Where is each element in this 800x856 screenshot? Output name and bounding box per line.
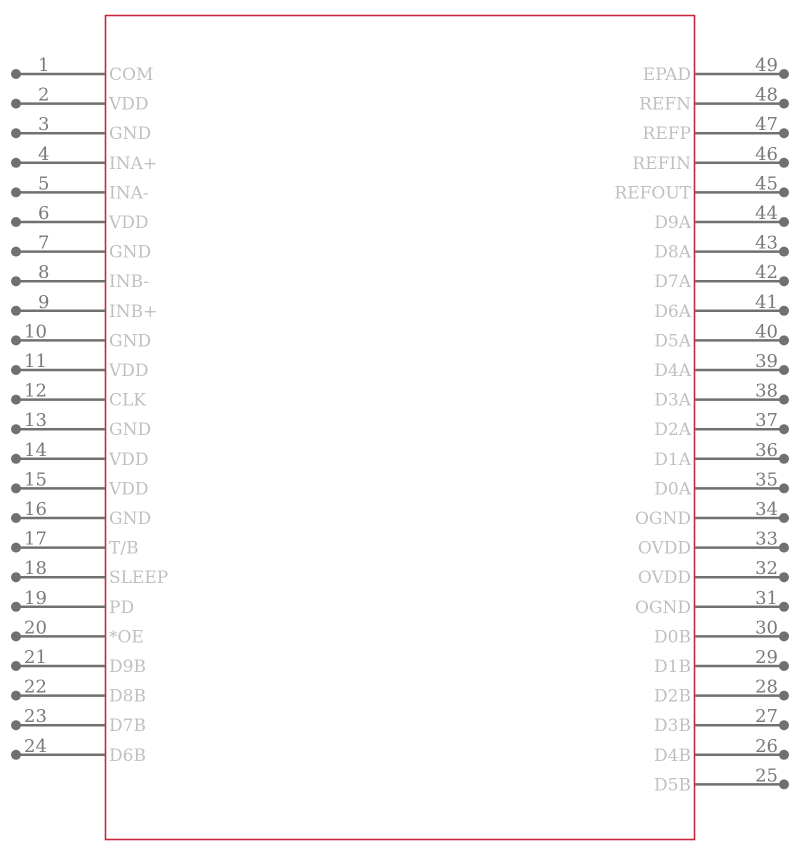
pin-46 — [632, 144, 789, 174]
pin-number: 19 — [24, 587, 47, 609]
pin-41 — [654, 292, 789, 322]
left-pin-group — [11, 55, 168, 766]
pin-name: D3B — [654, 716, 691, 737]
pin-3 — [11, 114, 151, 144]
pin-25 — [654, 765, 789, 795]
pin-terminal-dot — [779, 335, 789, 345]
pin-number: 45 — [755, 173, 778, 195]
pin-name: D6A — [654, 301, 691, 322]
pin-terminal-dot — [11, 306, 21, 316]
pin-terminal-dot — [779, 187, 789, 197]
pin-number: 33 — [755, 528, 778, 550]
pin-name: OVDD — [637, 568, 691, 589]
pin-1 — [11, 55, 153, 85]
pin-number: 34 — [755, 499, 778, 520]
pin-name: D9A — [654, 213, 691, 233]
pin-name: D8B — [109, 686, 146, 707]
right-pin-group — [614, 55, 789, 795]
pin-terminal-dot — [779, 572, 789, 582]
pin-name: COM — [109, 65, 154, 85]
pin-name: D6B — [109, 745, 146, 766]
pin-12 — [11, 381, 146, 411]
pin-number: 20 — [24, 617, 47, 639]
pin-name: REFP — [642, 124, 691, 145]
pin-number: 2 — [38, 84, 50, 106]
pin-terminal-dot — [11, 247, 21, 257]
pin-30 — [654, 617, 789, 647]
pin-23 — [11, 706, 146, 736]
pin-name: INA+ — [109, 153, 158, 174]
pin-number: 41 — [755, 291, 778, 313]
pin-terminal-dot — [11, 543, 21, 553]
pin-43 — [654, 233, 789, 263]
pin-number: 10 — [24, 321, 47, 343]
pin-terminal-dot — [11, 217, 21, 227]
pin-24 — [11, 736, 146, 766]
pin-terminal-dot — [11, 720, 21, 730]
pin-8 — [11, 262, 149, 292]
pin-terminal-dot — [11, 572, 21, 582]
pin-2 — [11, 85, 149, 115]
pin-terminal-dot — [11, 187, 21, 197]
pin-number: 40 — [755, 321, 778, 343]
pin-terminal-dot — [779, 750, 789, 760]
pin-49 — [643, 55, 789, 85]
pin-18 — [11, 558, 168, 588]
pin-42 — [654, 262, 789, 292]
pin-number: 25 — [755, 765, 778, 787]
pin-number: 28 — [755, 676, 778, 698]
pin-name: VDD — [109, 94, 149, 115]
pin-terminal-dot — [11, 602, 21, 612]
pin-number: 36 — [755, 439, 778, 461]
pin-terminal-dot — [779, 128, 789, 138]
pin-name: D5B — [654, 775, 691, 796]
pin-44 — [654, 203, 789, 233]
pin-terminal-dot — [779, 217, 789, 227]
pin-number: 26 — [755, 735, 778, 757]
pin-number: 27 — [755, 706, 778, 728]
pin-number: 5 — [38, 173, 50, 195]
pin-14 — [11, 440, 149, 470]
pin-terminal-dot — [779, 247, 789, 257]
pin-terminal-dot — [779, 513, 789, 523]
pin-terminal-dot — [779, 395, 789, 405]
pin-terminal-dot — [11, 631, 21, 641]
pin-terminal-dot — [11, 513, 21, 523]
pin-number: 46 — [755, 143, 778, 165]
pin-name: GND — [109, 509, 152, 529]
pin-34 — [635, 499, 789, 529]
pin-number: 37 — [755, 410, 778, 432]
pin-terminal-dot — [11, 158, 21, 168]
pin-47 — [643, 114, 789, 144]
pin-number: 38 — [755, 380, 778, 402]
pin-39 — [654, 351, 789, 381]
pin-number: 7 — [38, 232, 50, 254]
pin-29 — [654, 647, 789, 677]
pin-38 — [654, 381, 789, 411]
pin-name: VDD — [109, 479, 149, 500]
pin-number: 23 — [24, 706, 47, 728]
pin-13 — [11, 410, 151, 440]
pin-number: 47 — [755, 114, 778, 136]
pin-name: D4B — [654, 745, 691, 766]
pin-terminal-dot — [779, 779, 789, 789]
pin-terminal-dot — [779, 99, 789, 109]
pin-number: 1 — [38, 55, 50, 76]
pin-9 — [11, 292, 157, 322]
pin-name: REFIN — [632, 153, 691, 174]
pin-number: 43 — [755, 232, 778, 254]
pin-number: 13 — [24, 410, 47, 432]
pin-name: D0B — [654, 627, 691, 648]
pin-terminal-dot — [11, 365, 21, 375]
pin-27 — [654, 706, 789, 736]
pin-name: D2B — [654, 686, 691, 707]
pin-name: GND — [109, 124, 152, 145]
pin-number: 24 — [24, 735, 47, 757]
pin-15 — [11, 469, 149, 499]
pin-number: 18 — [24, 558, 47, 580]
pin-name: D1B — [654, 657, 691, 677]
pin-number: 17 — [24, 528, 47, 550]
pin-terminal-dot — [779, 631, 789, 641]
pin-number: 32 — [755, 558, 778, 580]
pin-7 — [11, 233, 151, 263]
pin-19 — [11, 588, 134, 618]
pin-name: GND — [109, 242, 152, 263]
pin-32 — [638, 558, 789, 588]
pin-11 — [11, 351, 149, 381]
pin-22 — [11, 677, 146, 707]
pin-48 — [639, 85, 789, 115]
pin-5 — [11, 173, 149, 203]
pin-number: 39 — [755, 351, 778, 372]
pin-number: 42 — [755, 262, 778, 284]
pin-35 — [654, 469, 789, 499]
pin-terminal-dot — [779, 661, 789, 671]
pin-number: 3 — [38, 114, 50, 136]
pin-20 — [11, 617, 144, 647]
pin-terminal-dot — [11, 424, 21, 434]
pin-number: 15 — [24, 469, 47, 491]
pin-number: 31 — [755, 587, 778, 609]
pin-terminal-dot — [11, 276, 21, 286]
pin-terminal-dot — [779, 158, 789, 168]
pin-name: INB+ — [109, 301, 158, 322]
pin-terminal-dot — [11, 691, 21, 701]
pin-name: INB- — [109, 272, 150, 293]
pin-4 — [11, 144, 157, 174]
pin-number: 48 — [755, 84, 778, 106]
pin-name: D4A — [654, 361, 691, 381]
pin-terminal-dot — [779, 424, 789, 434]
pin-terminal-dot — [779, 69, 789, 79]
pin-name: VDD — [109, 449, 149, 470]
pin-terminal-dot — [11, 661, 21, 671]
pin-number: 29 — [755, 647, 778, 668]
component-body — [106, 16, 695, 840]
pin-terminal-dot — [11, 69, 21, 79]
pin-number: 49 — [755, 55, 778, 76]
pin-21 — [11, 647, 146, 677]
pin-name: D3A — [654, 390, 691, 411]
pin-37 — [654, 410, 789, 440]
pin-number: 4 — [38, 143, 50, 165]
pin-terminal-dot — [779, 454, 789, 464]
pin-number: 16 — [24, 499, 47, 520]
pin-name: EPAD — [642, 65, 691, 85]
pin-name: D7A — [654, 272, 691, 293]
pin-terminal-dot — [779, 543, 789, 553]
pin-10 — [11, 321, 151, 351]
pin-6 — [11, 203, 149, 233]
pin-name: D5A — [654, 331, 691, 352]
pin-number: 11 — [24, 351, 47, 372]
pin-number: 44 — [755, 203, 778, 224]
pin-17 — [11, 529, 139, 559]
pin-terminal-dot — [779, 365, 789, 375]
pin-name: INA- — [109, 183, 149, 204]
pin-16 — [11, 499, 151, 529]
pin-name: D7B — [109, 716, 146, 737]
pin-number: 14 — [24, 439, 47, 461]
pin-name: OVDD — [637, 538, 691, 559]
pin-terminal-dot — [779, 306, 789, 316]
pin-number: 8 — [38, 262, 50, 284]
pin-terminal-dot — [11, 395, 21, 405]
pin-name: VDD — [109, 361, 149, 381]
pin-number: 35 — [755, 469, 778, 491]
pin-number: 22 — [24, 676, 47, 698]
pin-terminal-dot — [779, 483, 789, 493]
pin-name: D9B — [109, 657, 146, 677]
pin-terminal-dot — [11, 99, 21, 109]
pin-name: GND — [109, 331, 152, 352]
pin-terminal-dot — [11, 750, 21, 760]
pin-name: PD — [109, 597, 135, 618]
pin-36 — [654, 440, 789, 470]
pin-terminal-dot — [11, 335, 21, 345]
pin-terminal-dot — [11, 454, 21, 464]
pin-terminal-dot — [11, 128, 21, 138]
pin-name: D8A — [654, 242, 691, 263]
pin-terminal-dot — [779, 602, 789, 612]
pin-name: T/B — [109, 538, 139, 559]
pin-name: GND — [109, 420, 152, 441]
pin-name: VDD — [109, 213, 149, 233]
pin-terminal-dot — [779, 720, 789, 730]
pin-name: SLEEP — [109, 568, 169, 589]
pin-33 — [638, 529, 789, 559]
pin-name: D1A — [654, 449, 691, 470]
pin-31 — [635, 588, 789, 618]
pin-40 — [654, 321, 789, 351]
pin-terminal-dot — [779, 691, 789, 701]
pin-name: OGND — [634, 597, 691, 618]
pin-number: 12 — [24, 380, 47, 402]
pin-number: 30 — [755, 617, 778, 639]
pin-number: 9 — [38, 291, 50, 313]
pin-number: 6 — [38, 203, 50, 224]
pin-name: D2A — [654, 420, 691, 441]
pin-name: *OE — [109, 627, 144, 648]
pin-name: D0A — [654, 479, 691, 500]
pin-28 — [654, 677, 789, 707]
pin-45 — [614, 173, 789, 203]
pin-terminal-dot — [11, 483, 21, 493]
pin-name: REFOUT — [614, 183, 691, 204]
pin-name: REFN — [639, 94, 691, 115]
pin-name: OGND — [634, 509, 691, 529]
pin-number: 21 — [24, 647, 47, 668]
pin-name: CLK — [109, 390, 146, 411]
pin-terminal-dot — [779, 276, 789, 286]
pin-26 — [654, 736, 789, 766]
